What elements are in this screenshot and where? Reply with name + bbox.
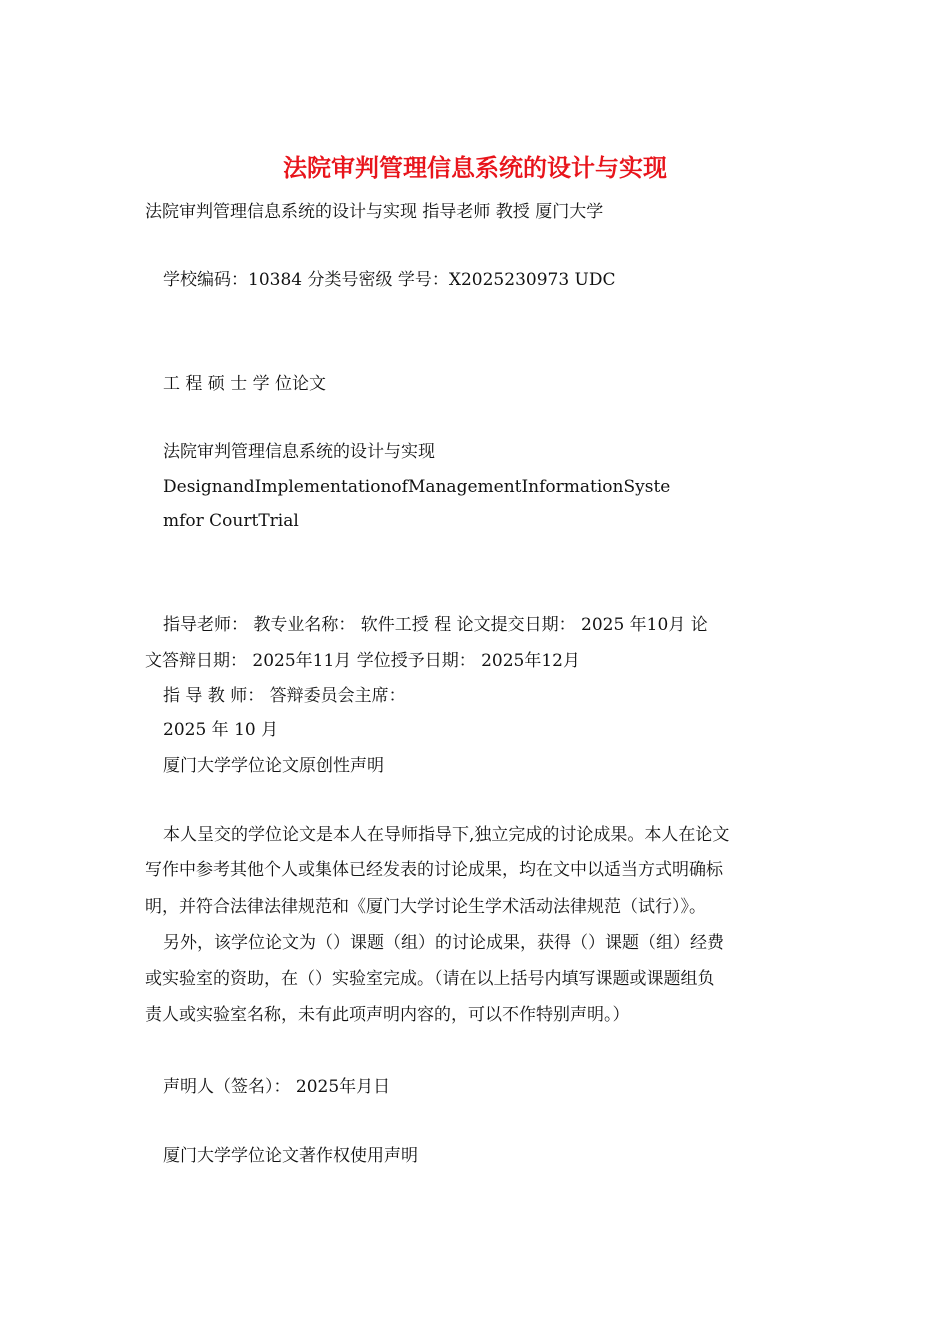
copyright-heading: 厦门大学学位论文著作权使用声明 [163, 1146, 418, 1166]
document-title: 法院审判管理信息系统的设计与实现 [283, 154, 667, 182]
declaration-heading: 厦门大学学位论文原创性声明 [163, 756, 384, 776]
thesis-title-en-2: mfor CourtTrial [163, 511, 299, 531]
para1-line2: 写作中参考其他个人或集体已经发表的讨论成果，均在文中以适当方式明确标 [145, 860, 723, 880]
thesis-title-cn: 法院审判管理信息系统的设计与实现 [163, 442, 435, 462]
subtitle-line: 法院审判管理信息系统的设计与实现 指导老师 教授 厦门大学 [145, 202, 604, 222]
degree-type: 工 程 硕 士 学 位论文 [163, 374, 327, 394]
school-code-line: 学校编码：10384 分类号密级 学号：X2025230973 UDC [163, 270, 616, 290]
info-line-2: 文答辩日期： 2025年11月 学位授予日期： 2025年12月 [145, 651, 581, 671]
signature-line: 声明人（签名）： 2025年月日 [163, 1077, 391, 1097]
para1-line3: 明，并符合法律法律规范和《厦门大学讨论生学术活动法律规范（试行）》。 [145, 897, 706, 917]
para2-line2: 或实验室的资助，在（）实验室完成。（请在以上括号内填写课题或课题组负 [145, 969, 715, 989]
para2-line3: 责人或实验室名称，未有此项声明内容的，可以不作特别声明。） [145, 1005, 630, 1025]
info-line-3: 指 导 教 师： 答辩委员会主席： [163, 686, 406, 706]
info-line-1: 指导老师： 教专业名称： 软件工授 程 论文提交日期： 2025 年10月 论 [163, 615, 708, 635]
thesis-title-en-1: DesignandImplementationofManagementInformationSyste [163, 477, 671, 497]
para1-line1: 本人呈交的学位论文是本人在导师指导下,独立完成的讨论成果。本人在论文 [163, 825, 730, 845]
info-line-4: 2025 年 10 月 [163, 720, 279, 740]
para2-line1: 另外，该学位论文为（）课题（组）的讨论成果，获得（）课题（组）经费 [163, 933, 724, 953]
